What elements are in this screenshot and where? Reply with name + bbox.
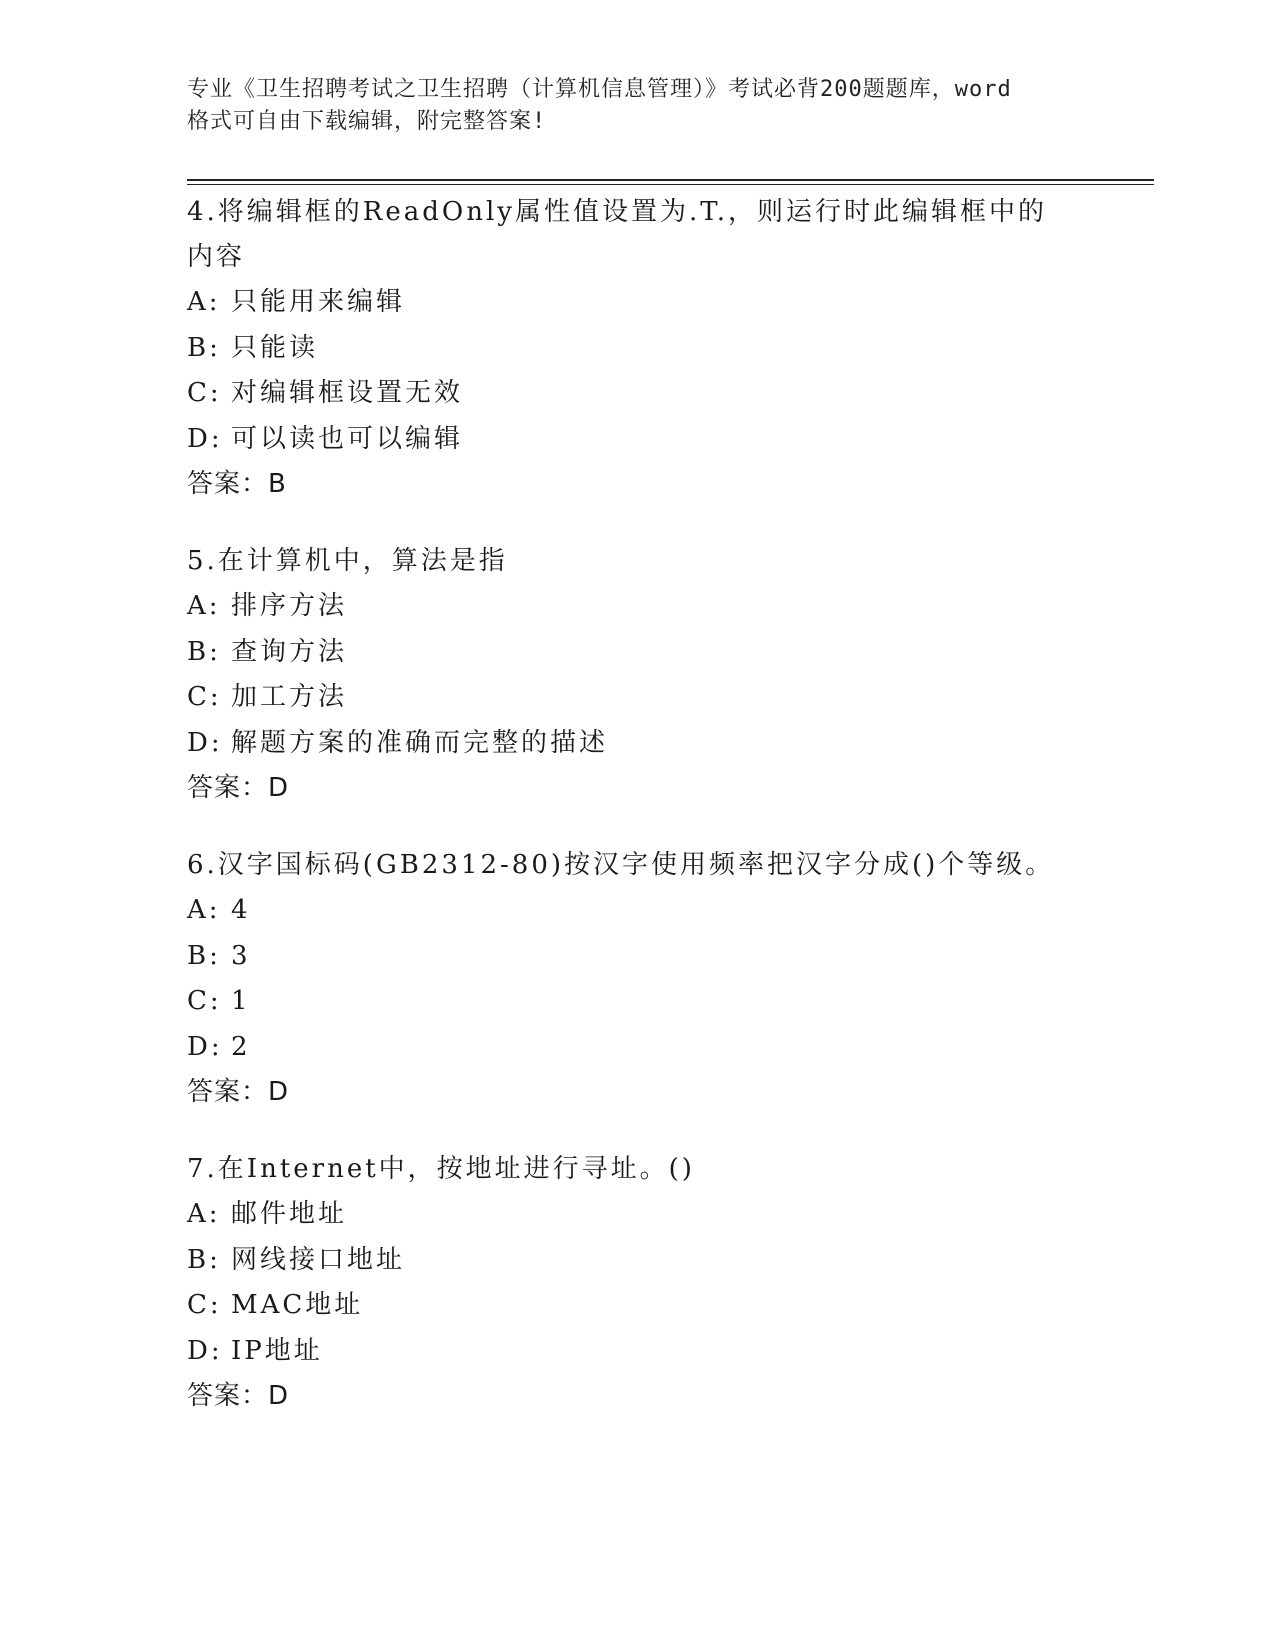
- header-divider-thin: [187, 184, 1154, 185]
- option-b: [187, 630, 1087, 676]
- option-key: C:: [187, 1290, 222, 1320]
- option-text: 2: [231, 1031, 251, 1062]
- option-key: C:: [187, 682, 222, 712]
- question-stem: 6.汉字国标码(GB2312-80)按汉字使用频率把汉字分成()个等级。: [187, 850, 1055, 880]
- answer-line: 答案：B: [187, 469, 287, 499]
- option-text: 查询方法: [231, 636, 348, 667]
- option-key: B:: [187, 1244, 221, 1275]
- answer-line: 答案：D: [187, 1077, 290, 1107]
- option-a: [187, 1192, 1087, 1238]
- question-6: [187, 843, 1087, 1115]
- option-b: [187, 326, 1087, 372]
- option-key: D:: [187, 1031, 223, 1062]
- option-d: [187, 721, 1087, 767]
- option-key: B:: [187, 332, 221, 363]
- answer-line: 答案：D: [187, 1381, 290, 1411]
- header-line-2: 格式可自由下载编辑，附完整答案!: [187, 109, 547, 134]
- option-text: 3: [231, 940, 251, 971]
- option-text: IP地址: [231, 1335, 323, 1366]
- header-line-1: 专业《卫生招聘考试之卫生招聘（计算机信息管理）》考试必背200题题库，word: [187, 77, 1012, 102]
- option-key: C:: [187, 378, 222, 408]
- option-c: [187, 371, 1087, 417]
- question-7: [187, 1147, 1087, 1419]
- option-text: 只能读: [231, 332, 319, 363]
- option-d: [187, 1025, 1087, 1071]
- option-text: 1: [231, 986, 251, 1016]
- option-text: 只能用来编辑: [231, 287, 406, 317]
- option-b: [187, 934, 1087, 980]
- option-a: [187, 584, 1087, 630]
- answer-line: 答案：D: [187, 773, 290, 803]
- question-5: [187, 539, 1087, 811]
- option-a: [187, 888, 1087, 934]
- option-text: 4: [231, 895, 251, 925]
- option-key: A:: [187, 591, 221, 621]
- option-b: [187, 1238, 1087, 1284]
- question-stem: 5.在计算机中，算法是指: [187, 546, 508, 576]
- option-text: 可以读也可以编辑: [231, 423, 464, 454]
- option-text: 对编辑框设置无效: [231, 378, 464, 408]
- document-header: [187, 74, 1087, 138]
- option-key: D:: [187, 423, 223, 454]
- option-key: B:: [187, 940, 221, 971]
- option-text: 解题方案的准确而完整的描述: [231, 727, 609, 758]
- header-divider-thick: [187, 179, 1154, 181]
- option-c: [187, 1283, 1087, 1329]
- option-text: 网线接口地址: [231, 1244, 406, 1275]
- option-key: D:: [187, 1335, 223, 1366]
- option-c: [187, 979, 1087, 1025]
- question-stem: 4.将编辑框的ReadOnly属性值设置为.T.，则运行时此编辑框中的内容: [187, 197, 1048, 272]
- option-key: C:: [187, 986, 222, 1016]
- option-key: A:: [187, 895, 221, 925]
- option-text: 邮件地址: [231, 1199, 348, 1229]
- option-d: [187, 417, 1087, 463]
- option-text: 加工方法: [231, 682, 348, 712]
- option-key: A:: [187, 287, 221, 317]
- option-a: [187, 280, 1087, 326]
- question-4: [187, 190, 1087, 507]
- option-d: [187, 1329, 1087, 1375]
- option-text: MAC地址: [231, 1290, 364, 1320]
- option-text: 排序方法: [231, 591, 348, 621]
- question-list: [187, 190, 1087, 1451]
- question-stem: 7.在Internet中，按地址进行寻址。(): [187, 1154, 695, 1184]
- option-key: B:: [187, 636, 221, 667]
- option-key: A:: [187, 1199, 221, 1229]
- option-key: D:: [187, 727, 223, 758]
- option-c: [187, 675, 1087, 721]
